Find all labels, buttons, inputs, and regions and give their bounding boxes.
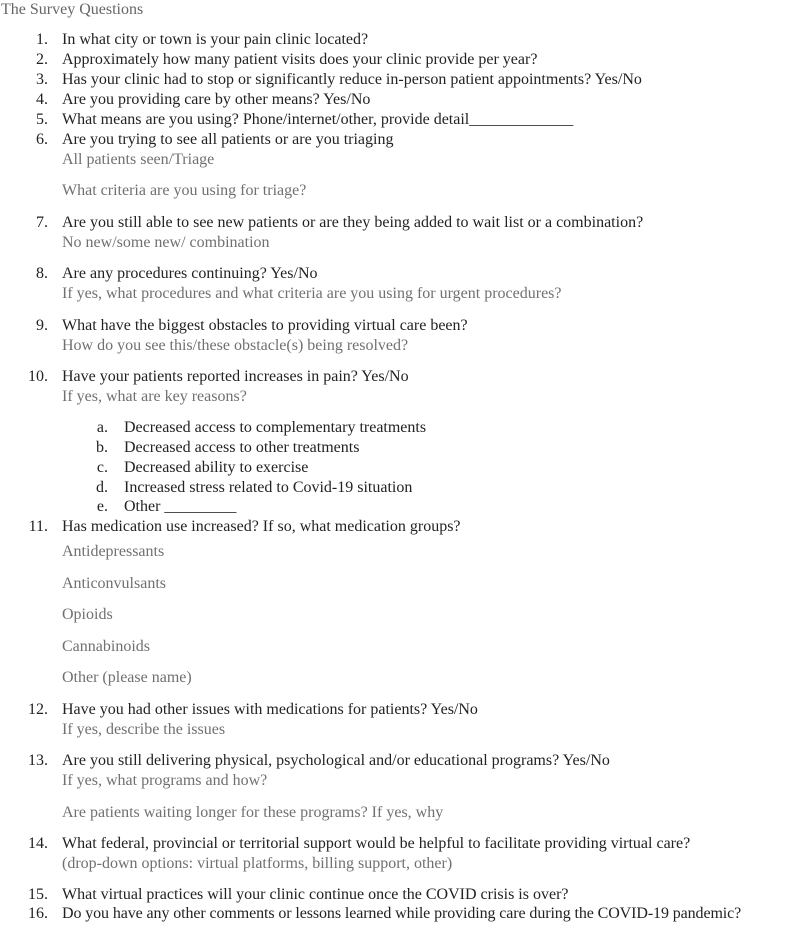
option-letter: c. [96,459,108,476]
question-text: What means are you using? Phone/internet/other, provide detail_____________ [62,111,574,128]
question-text: Do you have any other comments or lessons learned while providing care during the COVID-19 pandemic? [62,905,742,922]
question-number: 8. [36,265,48,282]
question-text: Have your patients reported increases in pain? Yes/No [62,368,409,385]
question-text: Has medication use increased? If so, what medication groups? [62,518,461,535]
medication-option: Opioids [62,606,113,623]
follow-up-prompt: Are patients waiting longer for these programs? If yes, why [62,804,444,821]
question-number: 16. [28,905,48,922]
question-number: 7. [36,214,48,231]
question-text: Are you still able to see new patients or are they being added to wait list or a combination? [62,214,644,231]
question-text: Has your clinic had to stop or significantly reduce in-person patient appointments? Yes/No [62,71,642,88]
question-number: 3. [36,71,48,88]
medication-option: Anticonvulsants [62,575,166,592]
question-text: Are you still delivering physical, psychological and/or educational programs? Yes/No [62,752,610,769]
question-text: Are you trying to see all patients or are you triaging [62,131,394,148]
question-number: 5. [36,111,48,128]
follow-up-prompt: What criteria are you using for triage? [62,182,307,199]
question-number: 13. [28,752,48,769]
question-text: What federal, provincial or territorial support would be helpful to facilitate providing virtual care? [62,835,691,852]
follow-up-prompt: If yes, describe the issues [62,721,226,738]
question-text: In what city or town is your pain clinic located? [62,31,369,48]
option-letter: a. [96,419,108,436]
medication-option: Other (please name) [62,669,192,686]
question-text: Are any procedures continuing? Yes/No [62,265,318,282]
question-number: 9. [36,317,48,334]
question-text: Have you had other issues with medications for patients? Yes/No [62,701,478,718]
option-text: Decreased ability to exercise [124,459,309,476]
answer-hint: All patients seen/Triage [62,151,215,168]
question-text: What have the biggest obstacles to providing virtual care been? [62,317,468,334]
question-text: Approximately how many patient visits does your clinic provide per year? [62,51,538,68]
follow-up-prompt: How do you see this/these obstacle(s) being resolved? [62,337,409,354]
document-title: The Survey Questions [1,1,144,18]
question-number: 14. [28,835,48,852]
question-number: 4. [36,91,48,108]
question-number: 2. [36,51,48,68]
option-letter: b. [96,439,108,456]
question-number: 10. [28,368,48,385]
question-number: 15. [28,886,48,903]
option-letter: e. [96,498,108,515]
question-text: What virtual practices will your clinic continue once the COVID crisis is over? [62,886,569,903]
answer-hint: (drop-down options: virtual platforms, billing support, other) [62,855,453,872]
answer-hint: No new/some new/ combination [62,234,270,251]
question-text: Are you providing care by other means? Yes/No [62,91,371,108]
question-number: 6. [36,131,48,148]
medication-option: Cannabinoids [62,638,150,655]
follow-up-prompt: If yes, what are key reasons? [62,388,247,405]
option-letter: d. [96,479,108,496]
option-text: Increased stress related to Covid-19 situation [124,479,413,496]
question-number: 12. [28,701,48,718]
option-text: Decreased access to complementary treatments [124,419,427,436]
option-text: Other _________ [124,498,237,515]
follow-up-prompt: If yes, what procedures and what criteria are you using for urgent procedures? [62,285,562,302]
medication-option: Antidepressants [62,543,165,560]
question-number: 1. [36,31,48,48]
follow-up-prompt: If yes, what programs and how? [62,772,268,789]
question-number: 11. [28,518,48,535]
option-text: Decreased access to other treatments [124,439,360,456]
